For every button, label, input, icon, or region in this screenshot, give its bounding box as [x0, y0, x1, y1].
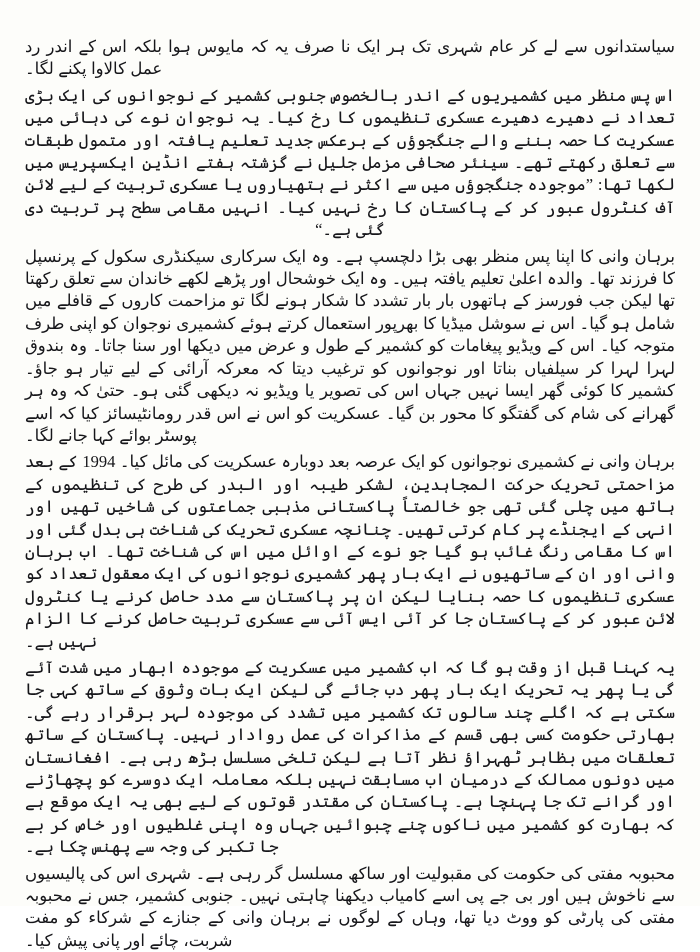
article-paragraph: برہان وانی نے کشمیری نوجوانوں کو ایک عرصہ بعد دوبارہ عسکریت کی مائل کیا۔ 1994 کے بعد مزاحمتی تحریک حرکت المجاہدین، لشکر طیبہ اور البدر کی طرح کی تنظیموں کے ہاتھ میں چلی گئی تھی جو خالصتاً پاکستانی مذہبی جماعتوں کی شاخیں تھیں اور انہی کے ایجنڈے پر کام کرتی تھیں۔ چنانچہ عسکری تحریک کی شناخت ہی بدل گئی اور اس کا مقامی رنگ غائب ہو گیا جو نوے کے اوائل میں اس کی شناخت تھا۔ اب برہان وانی اور ان کے ساتھیوں نے ایک بار پھر کشمیری نوجوانوں کی ایک معقول تعداد کو عسکری تنظیموں کا حصہ بنایا لیکن ان پر پاکستان سے مدد حاصل کرنے یا کنٹرول لائن عبور کر کے پاکستان جا کر آئی ایس آئی سے عسکری تربیت حاصل کرنے کا الزام نہیں ہے۔ [25, 452, 675, 651]
article-paragraph: اس پس منظر میں کشمیریوں کے اندر بالخصوص جنوبی کشمیر کے نوجوانوں کی ایک بڑی تعداد نے دھیرے دھیرے عسکری تنظیموں کا رخ کیا۔ یہ نوجوان نوے کی دہائی میں عسکریت کا حصہ بننے والے جنگجوؤں کے برعکس جدید تعلیم یافتہ اور متمول طبقات سے تعلق رکھتے تھے۔ سینئر صحافی مزمل جلیل نے گزشتہ ہفتے انڈین ایکسپریس میں لکھا تھا: ”موجودہ جنگجوؤں میں سے اکثر نے ہتھیاروں یا عسکری تربیت کے لیے لائن آف کنٹرول عبور کر کے پاکستان کا رخ نہیں کیا۔ انہیں مقامی سطح پر تربیت دی گئی ہے۔“ [25, 85, 675, 240]
article-paragraph: محبوبہ مفتی کی حکومت کی مقبولیت اور ساکھ مسلسل گر رہی ہے۔ شہری اس کی پالیسیوں سے ناخوش ہیں اور بی جے پی اسے کامیاب دیکھنا چاہتی نہیں۔ جنوبی کشمیر، جس نے محبوبہ مفتی کی پارٹی کو ووٹ دیا تھا، وہاں کے لوگوں نے برہان وانی کے جنازے کے شرکاء کو مفت شربت، چائے اور پانی پیش کیا۔ [25, 863, 675, 950]
article-paragraph: برہان وانی کا اپنا پس منظر بھی بڑا دلچسپ ہے۔ وہ ایک سرکاری سیکنڈری سکول کے پرنسپل کا فرزند تھا۔ والدہ اعلیٰ تعلیم یافتہ ہیں۔ وہ ایک خوشحال اور پڑھے لکھے خاندان سے تعلق رکھتا تھا لیکن جب فورسز کے ہاتھوں بار بار تشدد کا شکار ہونے لگا تو مزاحمت کاروں کے قافلے میں شامل ہو گیا۔ اس نے سوشل میڈیا کا بھرپور استعمال کرتے ہوئے کشمیری نوجوان کو اپنی طرف متوجہ کیا۔ اس کے ویڈیو پیغامات کو کشمیر کے طول و عرض میں دیکھا اور سنا جاتا۔ وہ بندوق لہرا لہرا کر سیلفیاں بناتا اور نوجوانوں کو ترغیب دیتا کہ معرکہ آرائی کے لیے تیار ہو جاؤ۔ کشمیر کا کوئی گھر ایسا نہیں جہاں اس کی تصویر یا ویڈیو نہ دیکھی گئی ہو۔ حتیٰ کہ وہ ہر گھرانے کی شام کی گفتگو کا محور بن گیا۔ عسکریت کو اس نے اس قدر رومانٹیسائز کیا کہ اسے پوسٹر بوائے کہا جانے لگا۔ [25, 246, 675, 445]
article-paragraph: سیاستدانوں سے لے کر عام شہری تک ہر ایک نا صرف یہ کہ مایوس ہوا بلکہ اس کے اندر رد عمل کالاوا پکنے لگا۔ [25, 37, 675, 79]
article-body [25, 36, 675, 952]
article-paragraph: یہ کہنا قبل از وقت ہو گا کہ اب کشمیر میں عسکریت کے موجودہ ابھار میں شدت آئے گی یا پھر یہ تحریک ایک بار پھر دب جائے گی لیکن ایک بات وثوق کے ساتھ کہی جا سکتی ہے کہ اگلے چند سالوں تک کشمیر میں تشدد کی موجودہ لہر برقرار رہے گی۔ بھارتی حکومت کسی بھی قسم کے مذاکرات کی عمل روادار نہیں۔ پاکستان کے ساتھ تعلقات میں بظاہر ٹھہراؤ نظر آتا ہے لیکن تلخی مسلسل بڑھ رہی ہے۔ افغانستان میں دونوں ممالک کے درمیان اب مسابقت نہیں بلکہ معاملہ ایک دوسرے کو پچھاڑنے اور گرانے تک جا پہنچا ہے۔ پاکستان کی مقتدر قوتوں کے لیے بھی یہ ایک موقع ہے کہ بھارت کو کشمیر میں ناکوں چنے چبوائیں جہاں وہ اپنی غلطیوں اور خاص کر بے جا تکبر کی وجہ سے پھنس چکا ہے۔ [25, 657, 675, 857]
